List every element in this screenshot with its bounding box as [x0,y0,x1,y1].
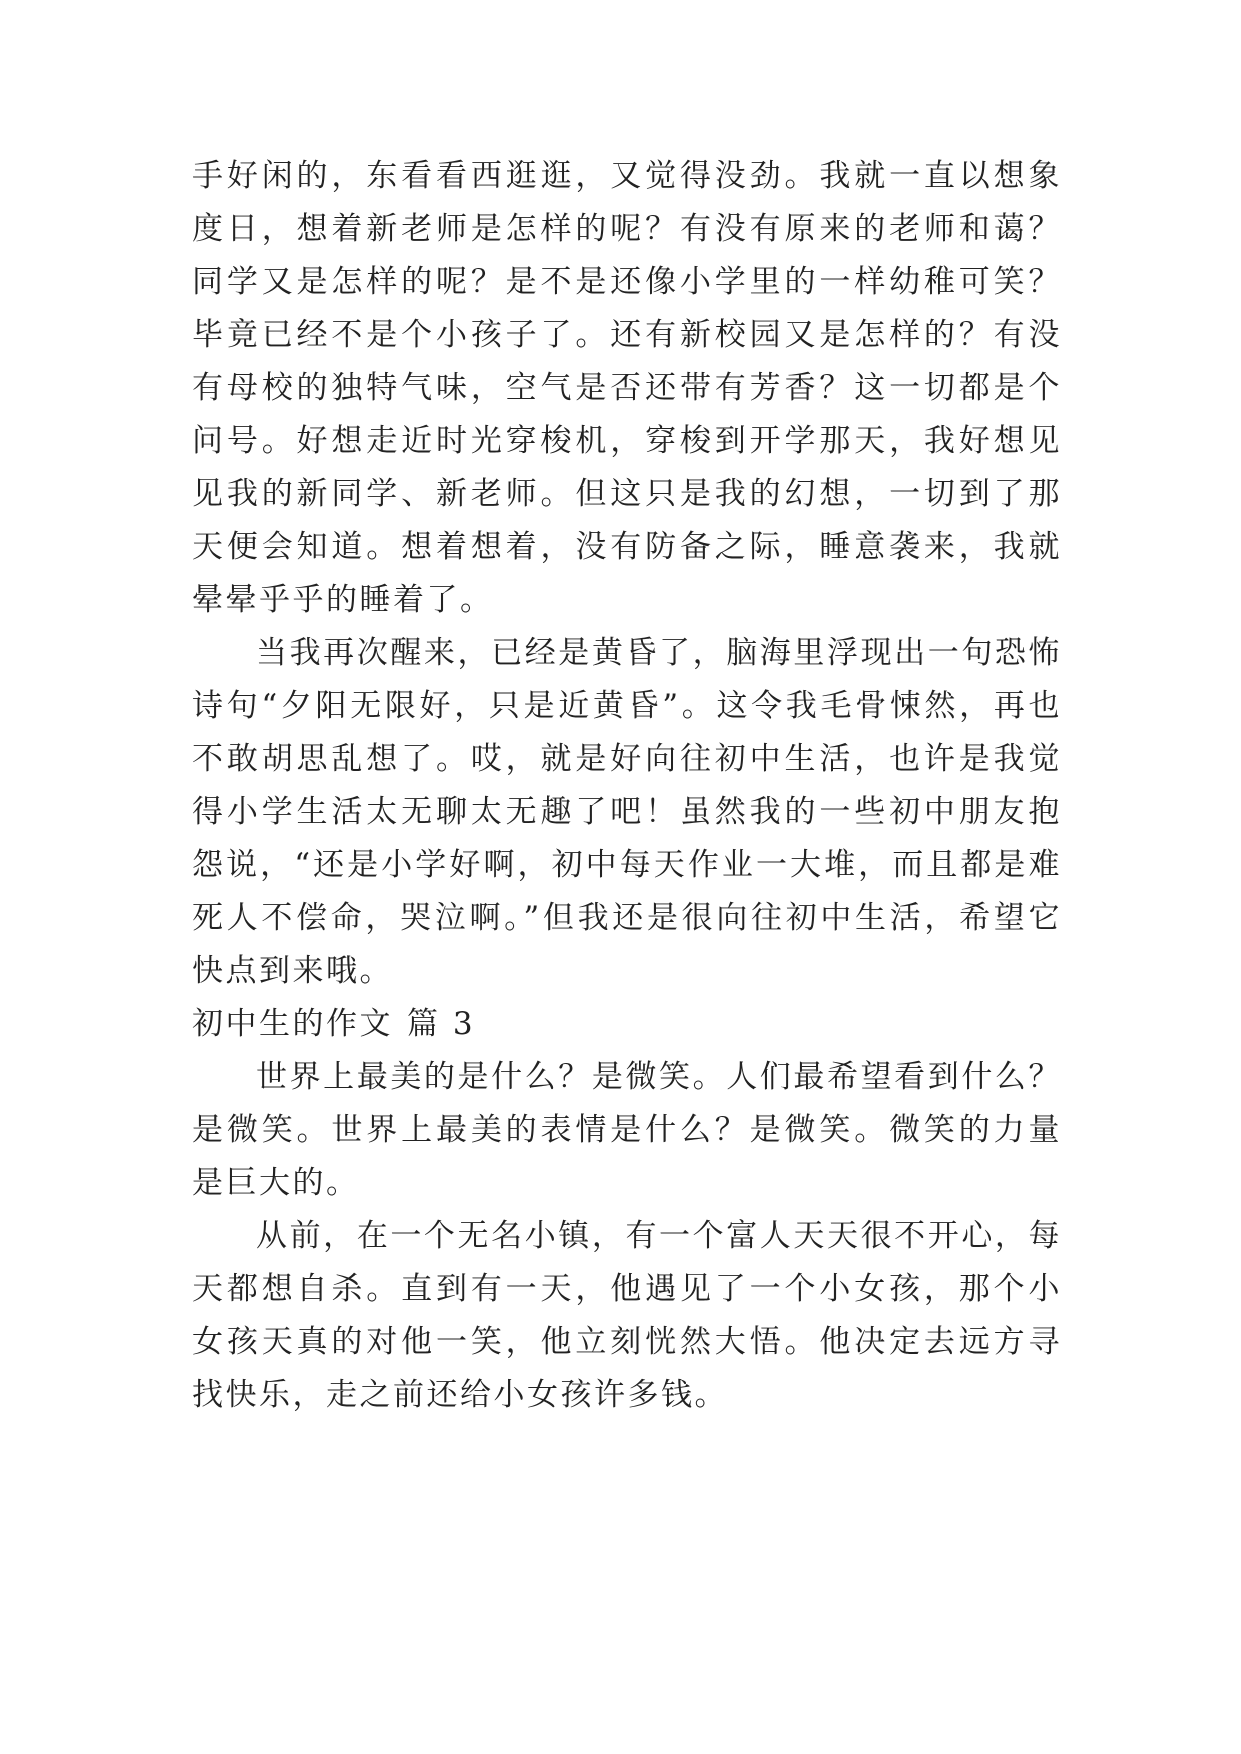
paragraph-4: 从前，在一个无名小镇，有一个富人天天很不开心，每天都想自杀。直到有一天，他遇见了一个小女孩，那个小女孩天真的对他一笑，他立刻恍然大悟。他决定去远方寻找快乐，走之前还给小女孩许多钱。 [192,1218,1062,1413]
paragraph-1: 手好闲的，东看看西逛逛，又觉得没劲。我就一直以想象度日，想着新老师是怎样的呢？有没有原来的老师和蔼？同学又是怎样的呢？是不是还像小学里的一样幼稚可笑？毕竟已经不是个小孩子了。还有新校园又是怎样的？有没有母校的独特气味，空气是否还带有芳香？这一切都是个问号。好想走近时光穿梭机，穿梭到开学那天，我好想见见我的新同学、新老师。但这只是我的幻想，一切到了那天便会知道。想着想着，没有防备之际，睡意袭来，我就晕晕乎乎的睡着了。 [192,158,1062,618]
section-title: 初中生的作文 [192,1006,393,1042]
paragraph-3: 世界上最美的是什么？是微笑。人们最希望看到什么？是微笑。世界上最美的表情是什么？是微笑。微笑的力量是巨大的。 [192,1059,1062,1201]
document-page [192,150,1062,1422]
paragraph-2: 当我再次醒来，已经是黄昏了，脑海里浮现出一句恐怖诗句“夕阳无限好，只是近黄昏”。这令我毛骨悚然，再也不敢胡思乱想了。哎，就是好向往初中生活，也许是我觉得小学生活太无聊太无趣了吧！虽然我的一些初中朋友抱怨说，“还是小学好啊，初中每天作业一大堆，而且都是难死人不偿命，哭泣啊。”但我还是很向往初中生活，希望它快点到来哦。 [192,635,1062,989]
section-number: 篇 3 [407,1006,476,1042]
section-heading [192,998,1062,1051]
